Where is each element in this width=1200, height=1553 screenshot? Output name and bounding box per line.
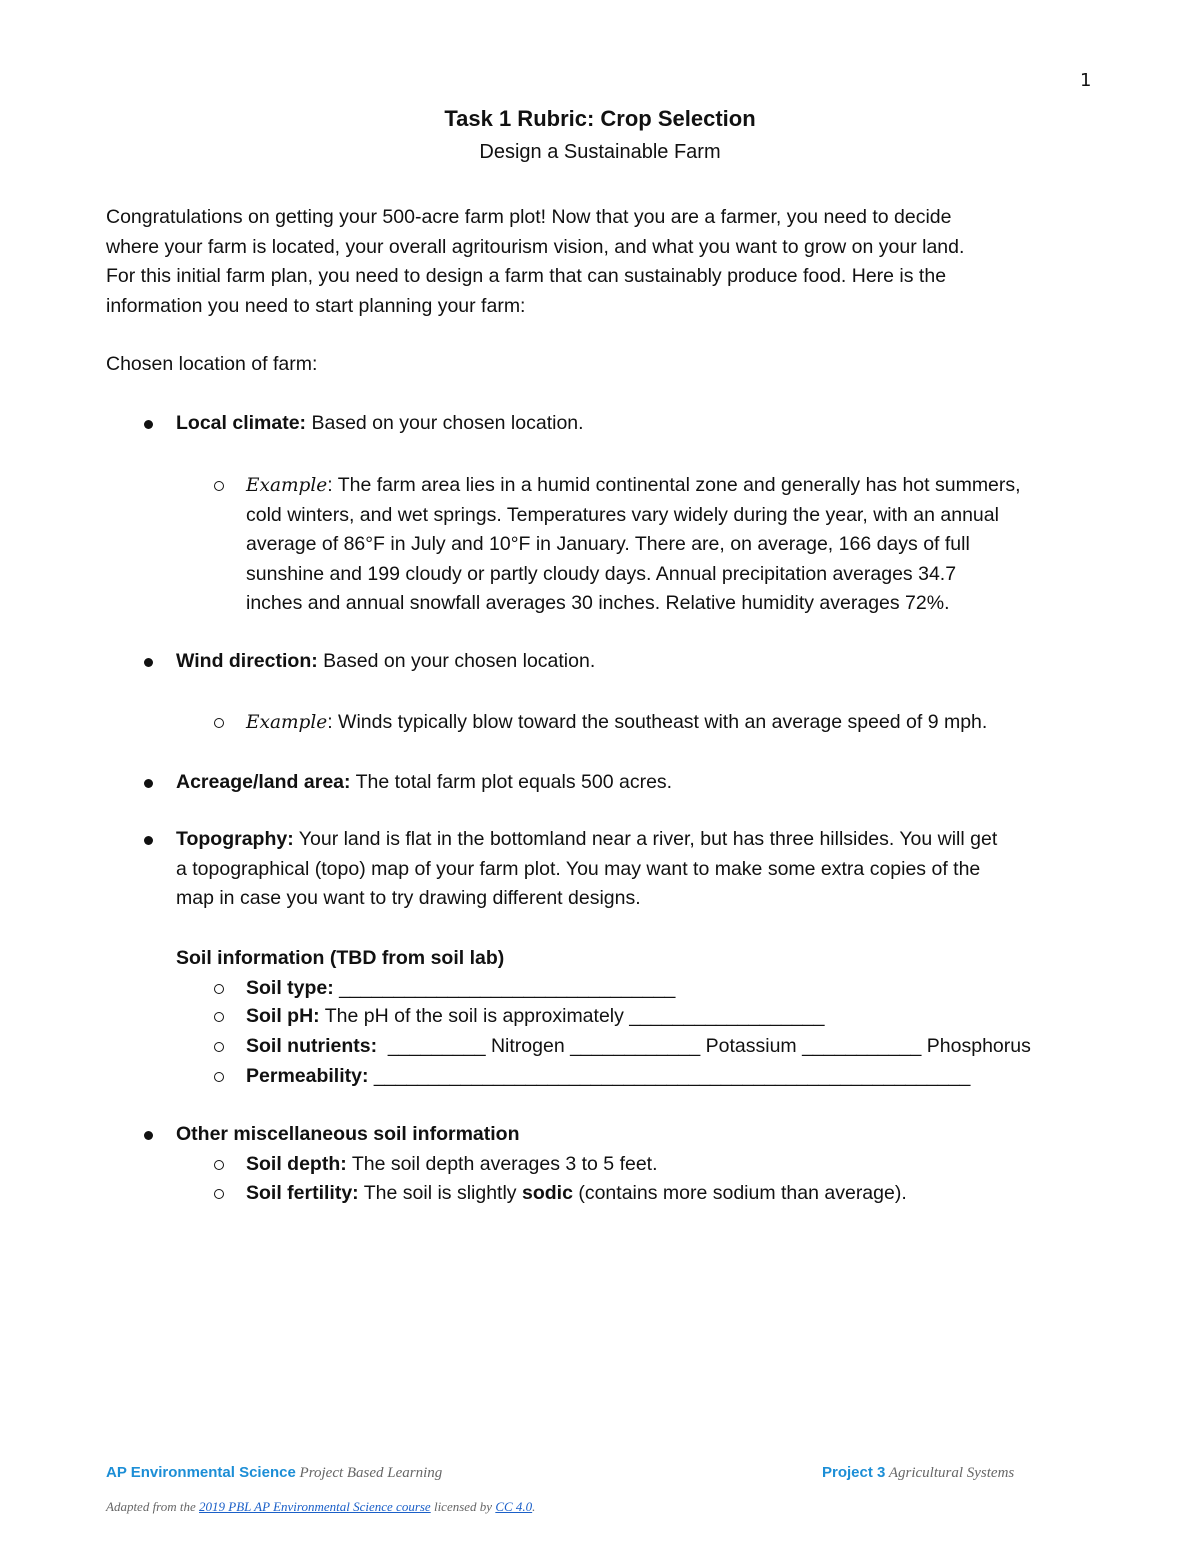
climate-text: Based on your chosen location. — [306, 412, 584, 434]
page-number: 1 — [1080, 70, 1092, 91]
intro-line: Congratulations on getting your 500-acre farm plot! Now that you are a farmer, you need to decide — [106, 206, 952, 228]
footer-project — [822, 1464, 1014, 1482]
page-subtitle: Design a Sustainable Farm — [479, 141, 721, 163]
wind-example — [246, 708, 1106, 738]
wind-text: Based on your chosen location. — [317, 650, 596, 672]
bullet-topography — [176, 825, 1106, 914]
climate-example-line: inches and annual snowfall averages 30 inches. Relative humidity averages 72%. — [246, 592, 950, 614]
climate-example-line: sunshine and 199 cloudy or partly cloudy days. Annual precipitation averages 34.7 — [246, 562, 957, 585]
climate-example-line: average of 86°F in July and 10°F in January. There are, on average, 166 days of full — [246, 533, 970, 555]
topography-label: Topography: — [176, 828, 294, 850]
soil-depth-item — [246, 1150, 1106, 1180]
soil-fertility-text: The soil is slightly — [358, 1182, 522, 1204]
topography-line: Your land is flat in the bottomland near a river, but has three hillsides. You will get — [293, 828, 998, 850]
soil-info-heading: Soil information (TBD from soil lab) — [176, 947, 505, 969]
credit-mid: licensed by — [430, 1499, 496, 1514]
bullet-local-climate — [176, 409, 1106, 439]
credit-prefix: Adapted from the — [106, 1499, 200, 1514]
footer-credit — [106, 1499, 535, 1515]
bullet-acreage — [176, 768, 1106, 798]
chosen-location-label: Chosen location of farm: — [106, 353, 318, 375]
wind-example-label: Example — [246, 712, 328, 733]
soil-ph-item — [246, 1002, 1106, 1032]
license-link[interactable]: CC 4.0 — [495, 1499, 533, 1514]
intro-line: information you need to start planning your farm: — [106, 294, 526, 317]
topography-line: a topographical (topo) map of your farm plot. You may want to make some extra copies of the — [176, 857, 981, 880]
climate-example-line: cold winters, and wet springs. Temperatures vary widely during the year, with an annual — [246, 503, 999, 526]
page-title: Task 1 Rubric: Crop Selection — [444, 106, 756, 131]
soil-ph-label: Soil pH: — [246, 1005, 320, 1027]
soil-nutrients-label: Soil nutrients: — [246, 1035, 378, 1057]
intro-paragraph — [106, 203, 1096, 321]
wind-label: Wind direction: — [176, 650, 318, 672]
topography-line: map in case you want to try drawing different designs. — [176, 887, 641, 909]
footer-project-brand: Project 3 — [822, 1464, 886, 1481]
intro-line: For this initial farm plan, you need to design a farm that can sustainably produce food. Here is the — [106, 265, 947, 287]
footer-course — [106, 1464, 442, 1482]
bullet-wind-direction — [176, 647, 1106, 677]
soil-fertility-item — [246, 1179, 1106, 1209]
misc-heading: Other miscellaneous soil information — [176, 1123, 520, 1145]
permeability-blank[interactable]: _______________________________________________________ — [368, 1065, 971, 1087]
climate-example-line: : The farm area lies in a humid continental zone and generally has hot summers, — [327, 474, 1021, 496]
climate-label: Local climate: — [176, 412, 307, 434]
credit-suffix: . — [532, 1499, 536, 1514]
intro-line: where your farm is located, your overall agritourism vision, and what you want to grow on your land. — [106, 235, 965, 258]
climate-example-label: Example — [246, 475, 328, 496]
climate-example — [246, 471, 1106, 619]
footer-course-sub: Project Based Learning — [295, 1465, 443, 1481]
soil-type-item — [246, 974, 1106, 1004]
soil-nutrients-item — [246, 1032, 1106, 1062]
soil-fertility-text-end: (contains more sodium than average). — [572, 1182, 907, 1204]
footer-project-sub: Agricultural Systems — [885, 1465, 1015, 1481]
permeability-item — [246, 1062, 1106, 1092]
soil-nutrients-text[interactable]: _________ Nitrogen ____________ Potassium ___________ Phosphorus — [377, 1035, 1031, 1057]
acreage-label: Acreage/land area: — [176, 771, 351, 793]
permeability-label: Permeability: — [246, 1065, 369, 1087]
soil-depth-text: The soil depth averages 3 to 5 feet. — [346, 1153, 658, 1175]
acreage-text: The total farm plot equals 500 acres. — [350, 771, 673, 793]
wind-example-text: : Winds typically blow toward the southeast with an average speed of 9 mph. — [327, 711, 988, 733]
footer-course-brand: AP Environmental Science — [106, 1464, 296, 1481]
soil-type-blank[interactable]: _______________________________ — [333, 977, 676, 999]
soil-fertility-sodic: sodic — [521, 1182, 573, 1204]
course-link[interactable]: 2019 PBL AP Environmental Science course — [199, 1499, 431, 1514]
soil-fertility-label: Soil fertility: — [246, 1182, 359, 1204]
soil-ph-text[interactable]: The pH of the soil is approximately __________________ — [319, 1005, 825, 1027]
soil-type-label: Soil type: — [246, 977, 334, 999]
soil-depth-label: Soil depth: — [246, 1153, 347, 1175]
bullet-misc-soil — [176, 1120, 1106, 1150]
